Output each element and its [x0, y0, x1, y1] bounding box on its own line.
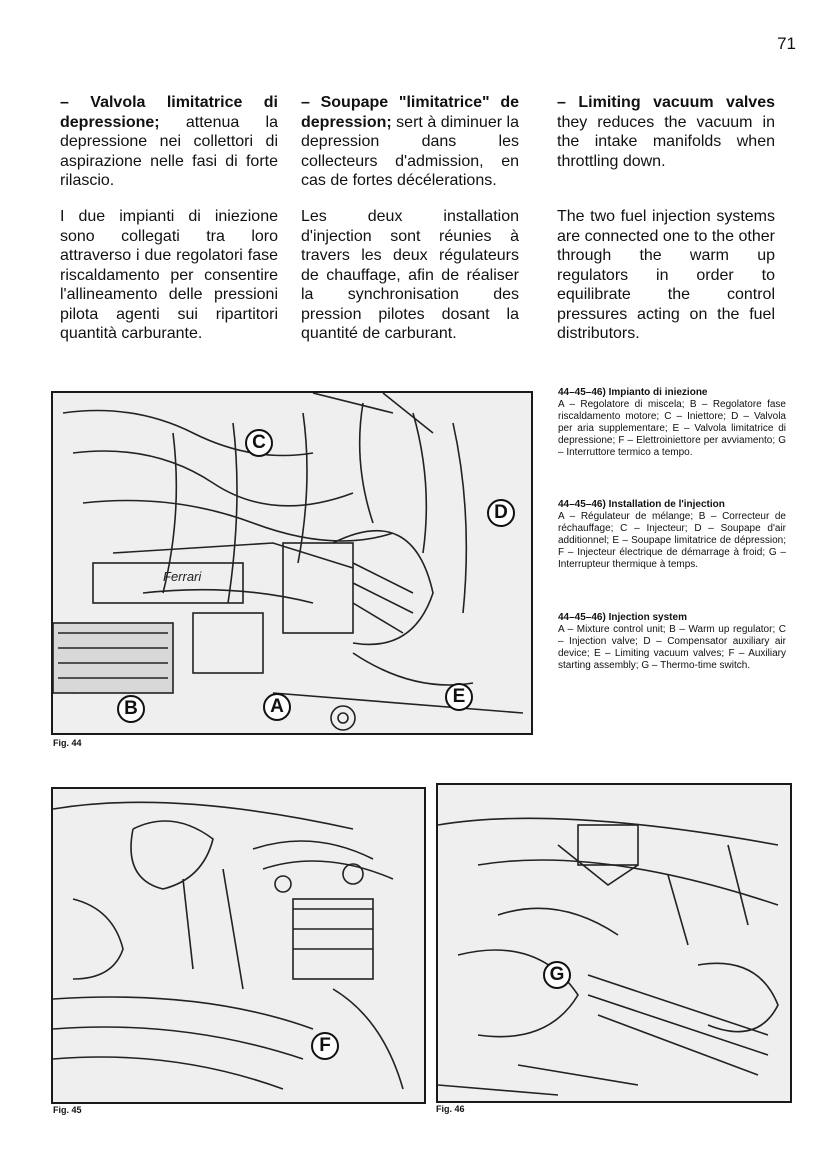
engine-illustration-46	[438, 785, 790, 1101]
french-paragraph-1	[301, 93, 519, 191]
french-heading: – Soupape "limitatrice" de depression;	[301, 94, 519, 131]
italian-paragraph-2: I due impianti di iniezione sono collegati tra loro attraverso i due regolatori fase riscaldamento per consentire l'allineamento delle pressioni pilota agenti sui ripartitori quantità carburante.	[60, 208, 278, 342]
french-text-1: sert à diminuer la depression dans les collecteurs d'admission, en cas de fortes décélerations.	[301, 113, 519, 189]
callout-f: F	[311, 1032, 339, 1060]
ferrari-emblem-text: Ferrari	[163, 569, 202, 584]
english-heading: – Limiting vacuum valves	[557, 94, 775, 111]
caption-french-title: 44–45–46) Installation de l'injection	[558, 499, 725, 510]
caption-english-text: A – Mixture control unit; B – Warm up regulator; C – Injection valve; D – Compensator auxiliary air device; E – Limiting vacuum valves; F – Auxiliary starting assembly; G – Thermo-time switch.	[558, 624, 786, 671]
callout-b: B	[117, 695, 145, 723]
french-paragraph-2: Les deux installation d'injection sont réunies à travers les deux régulateurs de chauffage, afin de réaliser la synchronisation des pression pilotes dosant la quantité de carburant.	[301, 208, 519, 342]
caption-french	[558, 499, 786, 571]
callout-e: E	[445, 683, 473, 711]
callout-g: G	[543, 961, 571, 989]
english-paragraph-2: The two fuel injection systems are connected one to the other through the warm up regulators in order to equilibrate the control pressures acting on the fuel distributors.	[557, 208, 775, 342]
callout-d: D	[487, 499, 515, 527]
caption-english-title: 44–45–46) Injection system	[558, 612, 687, 623]
english-text-1: they reduces the vacuum in the intake manifolds when throttling down.	[557, 113, 775, 170]
callout-a: A	[263, 693, 291, 721]
caption-french-text: A – Régulateur de mélange; B – Correcteur de réchauffage; C – Injecteur; D – Soupape d'air additionnel; E – Soupape limitatrice de dépression; F – Injecteur électrique de démarrage à froid; G – Interrupteur thermique à temps.	[558, 511, 786, 570]
caption-italian-text: A – Regolatore di miscela; B – Regolatore fase riscaldamento motore; C – Iniettore; D – Valvola per aria supplementare; E – Valvola limitatrice di depressione; F – Elettroiniettore per avviamento; G – Interruttore termico a tempo.	[558, 399, 786, 458]
caption-italian	[558, 387, 786, 459]
figure-46-label: Fig. 46	[436, 1104, 465, 1114]
engine-illustration-44	[53, 393, 531, 733]
callout-c: C	[245, 429, 273, 457]
caption-english	[558, 612, 786, 672]
figure-45-engine-drawing	[51, 787, 426, 1104]
english-paragraph-1	[557, 93, 775, 171]
italian-paragraph-1	[60, 93, 278, 191]
page-number: 71	[777, 34, 796, 53]
figure-44-engine-drawing	[51, 391, 533, 735]
figure-44-label: Fig. 44	[53, 738, 82, 748]
italian-heading: – Valvola limitatrice di depressione;	[60, 94, 278, 131]
caption-italian-title: 44–45–46) Impianto di iniezione	[558, 387, 708, 398]
italian-text-1: attenua la depressione nei collettori di aspirazione nelle fasi di forte rilascio.	[60, 113, 278, 189]
engine-illustration-45	[53, 789, 424, 1102]
figure-46-engine-drawing	[436, 783, 792, 1103]
figure-45-label: Fig. 45	[53, 1105, 82, 1115]
